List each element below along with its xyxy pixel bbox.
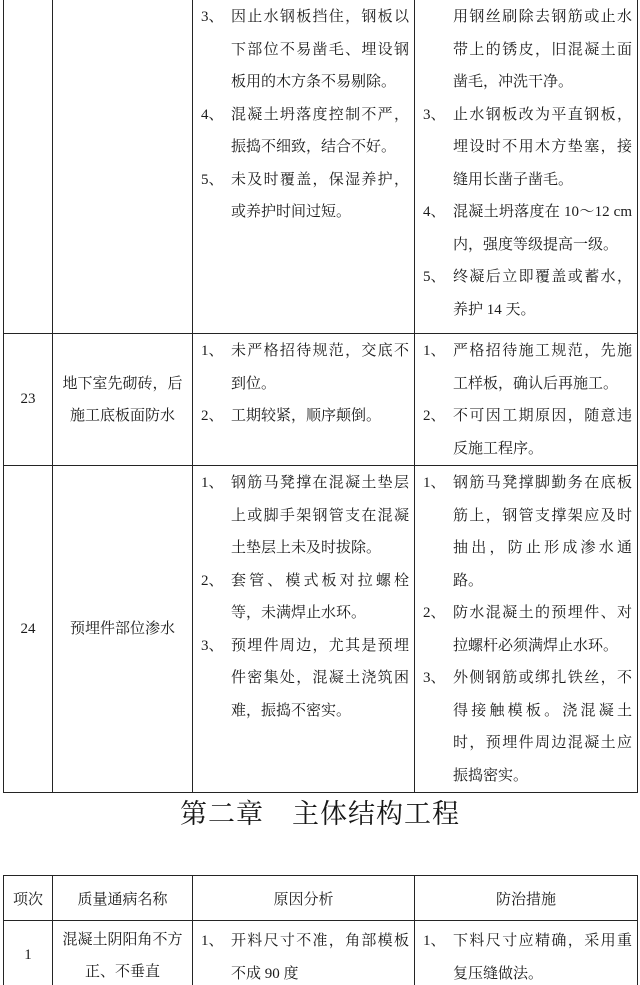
- cause-analysis-cell: [193, 0, 415, 334]
- cause-item: [201, 467, 409, 565]
- cause-item: [201, 400, 409, 433]
- measure-item: [423, 467, 632, 597]
- item-number: 3、: [423, 106, 446, 123]
- item-text: 套管、模式板对拉螺栓等，未满焊止水环。: [231, 572, 409, 621]
- item-number: 5、: [423, 269, 446, 285]
- item-number: 4、: [201, 106, 224, 123]
- defect-name-cell: [53, 0, 193, 334]
- item-text: 用钢丝刷除去钢筋或止水带上的锈皮，旧混凝土面凿毛，冲洗干净。: [453, 9, 632, 90]
- item-number: 1、: [201, 475, 224, 491]
- cause-analysis-cell: [193, 334, 415, 466]
- item-number-cell: 23: [4, 334, 53, 466]
- item-text: 外侧钢筋或绑扎铁丝，不得接触模板。浇混凝土时，预埋件周边混凝土应振捣密实。: [453, 670, 632, 784]
- cause-item: [201, 630, 409, 728]
- item-number: [423, 1, 453, 99]
- cause-analysis-cell: [193, 466, 415, 793]
- item-number-cell: [4, 0, 53, 334]
- defect-name-cell: 预埋件部位渗水: [53, 466, 193, 793]
- item-number: 3、: [201, 9, 224, 25]
- cause-item: [201, 99, 409, 164]
- item-number-cell: 24: [4, 466, 53, 793]
- item-number: 4、: [423, 204, 446, 220]
- table-row-24: [4, 466, 638, 793]
- prevention-measures-cell: [415, 334, 638, 466]
- measure-item: [423, 400, 632, 465]
- header-cause-analysis: 原因分析: [193, 876, 415, 921]
- cause-item: [201, 565, 409, 630]
- item-text: 不可因工期原因，随意违反施工程序。: [453, 408, 632, 457]
- item-text: 下料尺寸应精确，采用重复压缝做法。: [453, 933, 632, 982]
- header-item-number: 项次: [4, 876, 53, 921]
- item-number: 3、: [423, 670, 446, 686]
- item-number: 5、: [201, 171, 224, 188]
- item-number: 1、: [423, 475, 446, 491]
- item-text: 终凝后立即覆盖或蓄水，养护 14 天。: [453, 269, 632, 318]
- cause-item: [201, 1, 409, 99]
- item-number: 2、: [201, 408, 224, 424]
- prevention-measures-cell: [415, 0, 638, 334]
- header-prevention-measures: 防治措施: [415, 876, 638, 921]
- prevention-measures-cell: [415, 466, 638, 793]
- item-number: 1、: [201, 933, 224, 949]
- item-text: 工期较紧，顺序颠倒。: [231, 408, 382, 424]
- item-text: 钢筋马凳撑在混凝土垫层上或脚手架钢管支在混凝土垫层上未及时拔除。: [231, 475, 409, 556]
- table-row-continued: [4, 0, 638, 334]
- table-header-row: [4, 876, 638, 921]
- chapter-heading: 第二章 主体结构工程: [180, 799, 460, 829]
- table-row-23: [4, 334, 638, 466]
- item-text: 未及时覆盖，保湿养护，或养护时间过短。: [231, 171, 409, 220]
- measure-item: [423, 335, 632, 400]
- item-number: 2、: [423, 408, 446, 424]
- item-number: 2、: [423, 605, 446, 621]
- item-text: 因止水钢板挡住，钢板以下部位不易凿毛、埋设钢板用的木方条不易剔除。: [231, 9, 409, 90]
- measure-item: [423, 662, 632, 792]
- item-text: 混凝土坍落度在 10～12 cm 内，强度等级提高一级。: [453, 204, 632, 253]
- defects-table-chapter2: [3, 875, 638, 985]
- item-number: 1、: [201, 343, 224, 359]
- measure-item: [423, 261, 632, 326]
- measure-item: [423, 196, 632, 261]
- defect-name-cell: 混凝土阴阳角不方正、不垂直: [53, 921, 193, 985]
- item-text: 钢筋马凳撑脚勤务在底板筋上，钢管支撑架应及时抽出，防止形成渗水通路。: [453, 475, 632, 589]
- item-number: 3、: [201, 637, 224, 654]
- item-text: 预埋件周边，尤其是预埋件密集处，混凝土浇筑困难，振捣不密实。: [231, 637, 409, 719]
- item-text: 止水钢板改为平直钢板，埋设时不用木方垫塞，接缝用长凿子凿毛。: [453, 106, 632, 188]
- item-text: 严格招待施工规范，先施工样板，确认后再施工。: [453, 343, 632, 392]
- measure-item: [423, 597, 632, 662]
- item-number: 1、: [423, 933, 446, 949]
- item-text: 开料尺寸不准，角部模板不成 90 度: [231, 933, 409, 982]
- item-text: 防水混凝土的预埋件、对拉螺杆必须满焊止水环。: [453, 605, 632, 654]
- table-row-1: [4, 921, 638, 985]
- item-number-cell: 1: [4, 921, 53, 985]
- defects-table-chapter1: [3, 0, 638, 793]
- cause-item: [201, 164, 409, 229]
- cause-item: [201, 335, 409, 400]
- cause-item: [201, 925, 409, 985]
- prevention-measures-cell: [415, 921, 638, 985]
- measure-item: [423, 1, 632, 99]
- cause-analysis-cell: [193, 921, 415, 985]
- measure-item: [423, 925, 632, 985]
- item-text: 未严格招待规范，交底不到位。: [231, 343, 409, 392]
- item-number: 2、: [201, 572, 224, 589]
- item-text: 混凝土坍落度控制不严，振捣不细致，结合不好。: [231, 106, 409, 155]
- item-number: 1、: [423, 343, 446, 359]
- header-defect-name: 质量通病名称: [53, 876, 193, 921]
- defect-name-cell: 地下室先砌砖，后施工底板面防水: [53, 334, 193, 466]
- measure-item: [423, 99, 632, 197]
